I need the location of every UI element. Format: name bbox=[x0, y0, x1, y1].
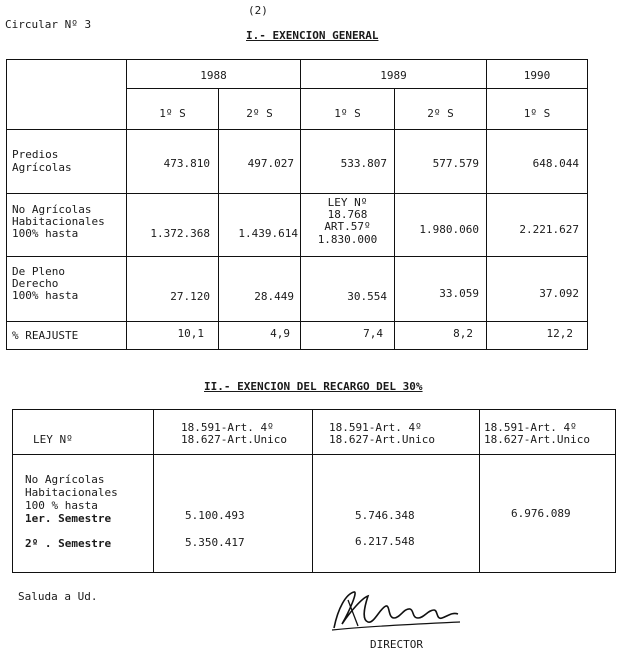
value-cell: 6.217.548 bbox=[355, 535, 415, 548]
value-cell: 473.810 bbox=[163, 157, 210, 170]
ley-label: LEY Nº bbox=[33, 433, 73, 446]
semester-header: 2º S bbox=[427, 107, 454, 120]
ley-note: LEY Nº bbox=[327, 196, 368, 209]
section2-title: II.- EXENCION DEL RECARGO DEL 30% bbox=[204, 380, 423, 393]
ley-col: 18.591-Art. 4º bbox=[484, 421, 577, 434]
row-label: Habitacionales bbox=[12, 215, 105, 228]
value-cell: 1.439.614 bbox=[238, 227, 298, 240]
ley-col: 18.591-Art. 4º bbox=[181, 421, 274, 434]
year-header: 1988 bbox=[200, 69, 227, 82]
value-cell: 4,9 bbox=[270, 327, 290, 340]
value-cell: 12,2 bbox=[546, 327, 573, 340]
value-cell: 5.350.417 bbox=[185, 536, 245, 549]
row-label: De Pleno bbox=[12, 265, 65, 278]
exencion-general-table bbox=[6, 59, 588, 350]
ley-col: 18.591-Art. 4º bbox=[329, 421, 422, 434]
value-cell: 497.027 bbox=[247, 157, 294, 170]
value-cell: 28.449 bbox=[254, 290, 294, 303]
row-label: Derecho bbox=[12, 277, 59, 290]
ley-note: ART.57º bbox=[324, 220, 371, 233]
signature bbox=[328, 588, 468, 634]
value-cell: 2.221.627 bbox=[519, 223, 579, 236]
row-label: Habitacionales bbox=[25, 486, 118, 499]
section1-title: I.- EXENCION GENERAL bbox=[246, 29, 379, 42]
value-cell: 1.372.368 bbox=[150, 227, 210, 240]
row-label: Agrícolas bbox=[12, 161, 72, 174]
semester-header: 1º S bbox=[159, 107, 186, 120]
value-cell: 27.120 bbox=[170, 290, 210, 303]
row-label: 100 % hasta bbox=[25, 499, 98, 512]
ley-col: 18.627-Art.Unico bbox=[181, 433, 287, 446]
row-label: % REAJUSTE bbox=[12, 329, 79, 342]
value-cell: 5.100.493 bbox=[185, 509, 245, 522]
semester-header: 1º S bbox=[334, 107, 361, 120]
semester-header: 2º S bbox=[246, 107, 273, 120]
closing-text: Saluda a Ud. bbox=[18, 590, 98, 603]
page-number: (2) bbox=[248, 4, 268, 17]
circular-number: Circular Nº 3 bbox=[5, 18, 92, 31]
value-cell: 33.059 bbox=[439, 287, 479, 300]
semester-label: 2º . Semestre bbox=[25, 537, 112, 550]
ley-col: 18.627-Art.Unico bbox=[329, 433, 435, 446]
value-cell: 648.044 bbox=[532, 157, 579, 170]
ley-col: 18.627-Art.Unico bbox=[484, 433, 590, 446]
ley-note: 18.768 bbox=[327, 208, 368, 221]
year-header: 1989 bbox=[380, 69, 407, 82]
row-label: Predios bbox=[12, 148, 59, 161]
ley-note: 1.830.000 bbox=[317, 233, 378, 246]
semester-header: 1º S bbox=[523, 107, 551, 120]
row-label: 100% hasta bbox=[12, 289, 79, 302]
row-label: 100% hasta bbox=[12, 227, 79, 240]
value-cell: 10,1 bbox=[177, 327, 204, 340]
signer-title: DIRECTOR bbox=[370, 638, 423, 651]
value-cell: 5.746.348 bbox=[355, 509, 415, 522]
year-header: 1990 bbox=[523, 69, 551, 82]
value-cell: 6.976.089 bbox=[511, 507, 571, 520]
value-cell: 577.579 bbox=[432, 157, 479, 170]
value-cell: 533.807 bbox=[340, 157, 387, 170]
row-label: No Agrícolas bbox=[12, 203, 92, 216]
value-cell: 1.980.060 bbox=[419, 223, 479, 236]
exencion-recargo-table bbox=[12, 409, 616, 573]
value-cell: 8,2 bbox=[453, 327, 473, 340]
semester-label: 1er. Semestre bbox=[25, 512, 112, 525]
value-cell: 7,4 bbox=[363, 327, 383, 340]
row-label: No Agrícolas bbox=[25, 473, 105, 486]
value-cell: 30.554 bbox=[347, 290, 387, 303]
value-cell: 37.092 bbox=[539, 287, 579, 300]
